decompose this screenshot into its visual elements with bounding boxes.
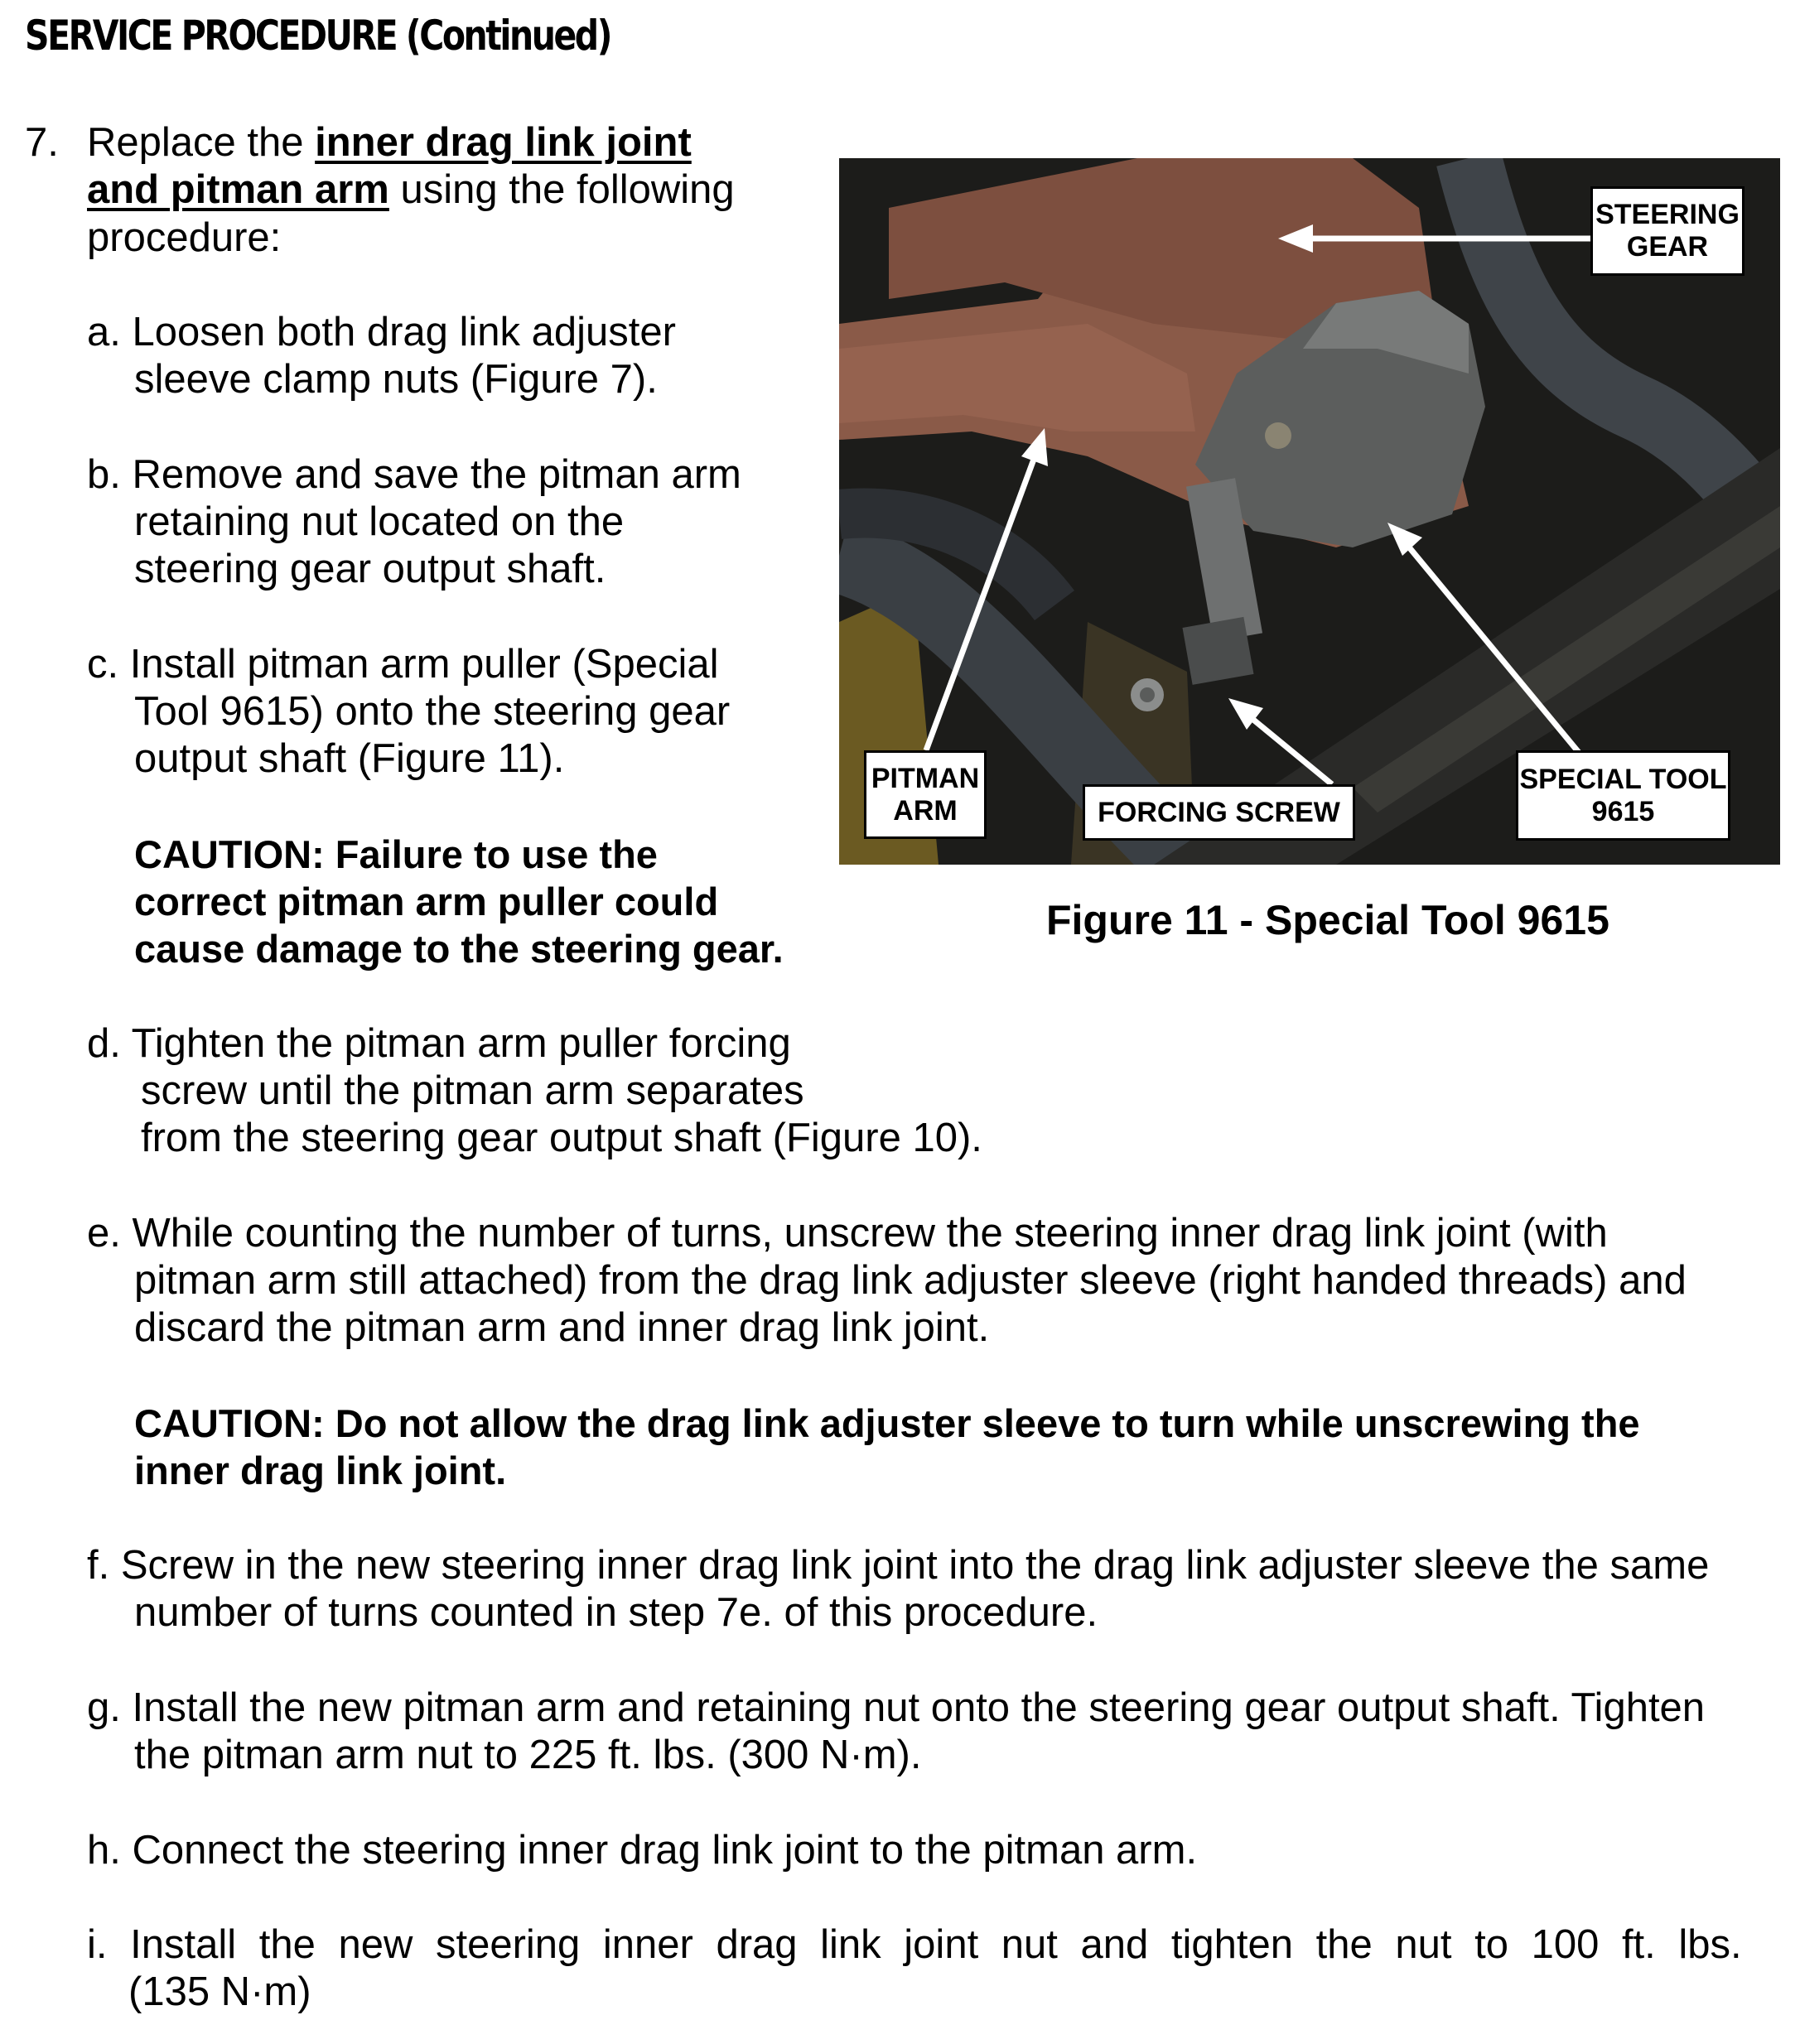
step-7-line-3: procedure: [87,215,282,260]
step-a-line-2: sleeve clamp nuts (Figure 7). [134,357,658,402]
step-g-line-1: g. Install the new pitman arm and retaining nut onto the steering gear output shaft. Tighten [87,1685,1706,1730]
caution-1-line-1: CAUTION: Failure to use the [134,832,658,876]
callout-special-tool-line-1: SPECIAL TOOL [1519,763,1727,795]
step-7-line-2 [87,166,735,215]
step-a-line-1: a. Loosen both drag link adjuster [87,310,676,354]
figure-11-photo [839,158,1780,865]
callout-forcing-screw: FORCING SCREW [1083,784,1355,841]
callout-pitman-arm [864,750,987,839]
callout-special-tool [1516,750,1730,841]
caution-1-line-3: cause damage to the steering gear. [134,927,784,971]
step-7-number: 7. [25,120,59,165]
step-7-emph-2: and pitman arm [87,167,389,212]
step-i-line-1: i. Install the new steering inner drag link joint nut and tighten the nut to 100 ft. lbs. [87,1922,1742,1967]
step-c-line-2: Tool 9615) onto the steering gear [134,689,731,734]
step-7-emph-1: inner drag link joint [315,120,692,165]
caution-2-line-2: inner drag link joint. [134,1449,507,1492]
step-f-line-2: number of turns counted in step 7e. of this procedure. [134,1590,1098,1635]
step-b-line-1: b. Remove and save the pitman arm [87,452,741,497]
callout-pitman-arm-line-1: PITMAN [871,762,980,794]
step-b-line-2: retaining nut located on the [134,499,625,544]
callout-pitman-arm-line-2: ARM [893,794,958,827]
step-g-line-2: the pitman arm nut to 225 ft. lbs. (300 N·m). [134,1733,922,1777]
caution-2-line-1: CAUTION: Do not allow the drag link adjuster sleeve to turn while unscrewing the [134,1401,1640,1445]
step-c-line-3: output shaft (Figure 11). [134,736,565,781]
step-7-post: using the following [400,167,735,212]
step-e-line-3: discard the pitman arm and inner drag link joint. [134,1305,990,1350]
caution-1-line-2: correct pitman arm puller could [134,880,719,923]
step-c-line-1: c. Install pitman arm puller (Special [87,642,719,687]
step-d-line-1: d. Tighten the pitman arm puller forcing [87,1021,791,1066]
step-e-line-1: e. While counting the number of turns, unscrew the steering inner drag link joint (with [87,1211,1608,1256]
step-d-line-3: from the steering gear output shaft (Figure 10). [141,1116,982,1160]
callout-steering-gear-line-1: STEERING [1595,199,1740,230]
callout-special-tool-line-2: 9615 [1591,795,1655,827]
step-7-line-1 [87,119,692,167]
callout-steering-gear [1590,186,1745,276]
step-b-line-3: steering gear output shaft. [134,547,606,591]
step-7-pre: Replace the [87,120,304,165]
step-f-line-1: f. Screw in the new steering inner drag link joint into the drag link adjuster sleeve the same [87,1543,1710,1588]
step-h-line-1: h. Connect the steering inner drag link joint to the pitman arm. [87,1828,1198,1873]
callout-steering-gear-line-2: GEAR [1626,231,1709,263]
step-e-line-2: pitman arm still attached) from the drag link adjuster sleeve (right handed threads) and [134,1258,1687,1303]
step-i-line-2: (135 N·m) [128,1969,311,2014]
step-d-line-2: screw until the pitman arm separates [141,1068,804,1113]
page-heading: SERVICE PROCEDURE (Continued) [25,12,610,60]
figure-caption: Figure 11 - Special Tool 9615 [1046,897,1609,943]
